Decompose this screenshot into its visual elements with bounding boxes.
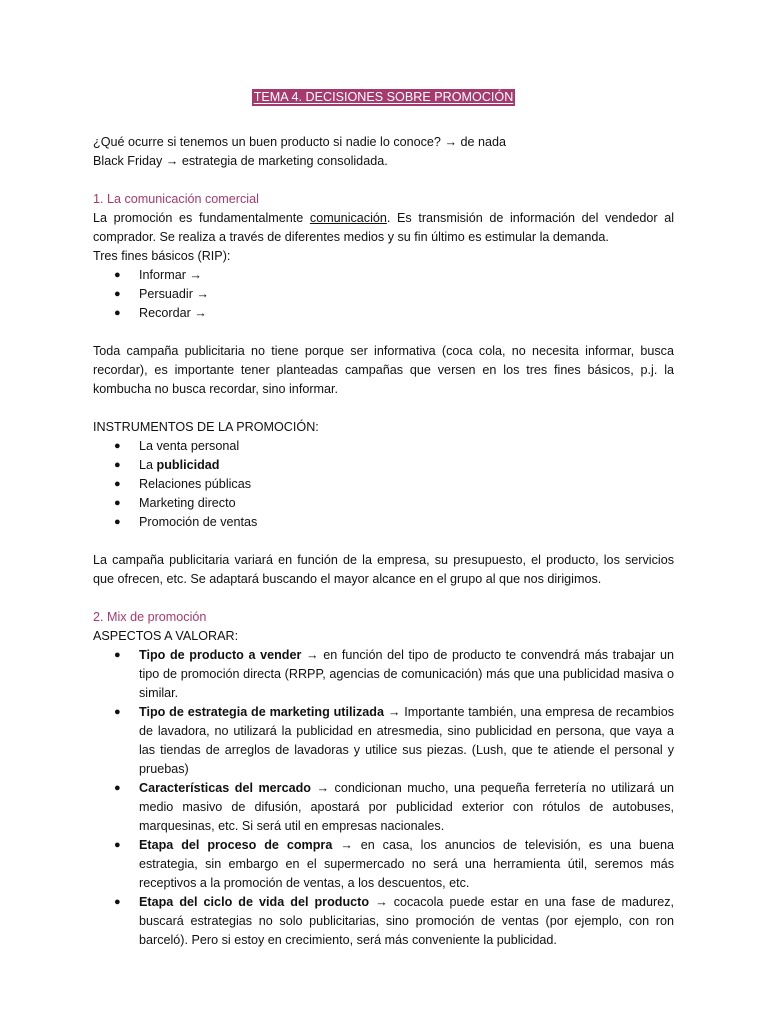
title-container <box>93 88 674 107</box>
list-item: ● Etapa del proceso de compra → en casa, los anuncios de televisión, es una buena estrategia, sin embargo en el supermercado no será una herramienta útil, seremos más receptivos a la promoción de ventas, a los descuentos, etc. <box>114 838 675 890</box>
list-item: ● Marketing directo <box>93 494 674 513</box>
list-item: ● La venta personal <box>93 437 674 456</box>
intro-line-1: ¿Qué ocurre si tenemos un buen producto si nadie lo conoce? → de nada <box>93 135 507 149</box>
bullet-icon: ● <box>114 839 121 851</box>
list-item: ● Recordar → <box>93 304 674 323</box>
section-2-heading: 2. Mix de promoción <box>93 610 207 624</box>
bullet-icon: ● <box>114 706 121 718</box>
list-item: ● Promoción de ventas <box>93 513 674 532</box>
bullet-icon: ● <box>114 516 121 528</box>
section-1-heading: 1. La comunicación comercial <box>93 192 259 206</box>
bullet-icon: ● <box>114 440 121 452</box>
section-1-paragraph-2: Toda campaña publicitaria no tiene porque ser informativa (coca cola, no necesita informar, busca recordar), es importante tener planteadas campañas que versen en los tres fines básicos, p.j. la kombucha no busca recordar, sino informar. <box>93 344 674 396</box>
bullet-icon: ● <box>114 459 121 471</box>
instrumentos-label: INSTRUMENTOS DE LA PROMOCIÓN: <box>93 420 319 434</box>
document-title: TEMA 4. DECISIONES SOBRE PROMOCIÓN <box>253 90 514 104</box>
bullet-icon: ● <box>114 649 121 661</box>
section-1-paragraph-3: La campaña publicitaria variará en función de la empresa, su presupuesto, el producto, los servicios que ofrecen, etc. Se adaptará buscando el mayor alcance en el grupo al que nos dirigimos. <box>93 553 674 586</box>
list-item: ● Persuadir → <box>93 285 674 304</box>
list-item: ● Relaciones públicas <box>93 475 674 494</box>
aspectos-label: ASPECTOS A VALORAR: <box>93 629 239 643</box>
aspectos-list <box>93 646 674 950</box>
bullet-icon: ● <box>114 497 121 509</box>
comunicacion-underlined-term: comunicación <box>309 211 387 225</box>
bullet-icon: ● <box>114 288 121 300</box>
bullet-icon: ● <box>114 896 121 908</box>
list-item: ● Características del mercado → condicionan mucho, una pequeña ferretería no utilizará un medio masivo de difusión, apostará por publicidad exterior con rótulos de autobuses, marquesinas, etc. Si será util en empresas nacionales. <box>114 781 674 833</box>
list-item: ● Informar → <box>93 266 674 285</box>
bullet-icon: ● <box>114 478 121 490</box>
list-item: ● Tipo de producto a vender → en función del tipo de producto te convendrá más trabajar un tipo de promoción directa (RRPP, agencias de comunicación) más que una publicidad masiva o similar. <box>114 648 674 700</box>
bullet-icon: ● <box>114 307 121 319</box>
intro-line-2: Black Friday → estrategia de marketing consolidada. <box>93 154 388 168</box>
section-1-paragraph-1: La promoción es fundamentalmente comunicación. Es transmisión de información del vendedor al comprador. Se realiza a través de diferentes medios y su fin último es estimular la demanda. <box>93 211 675 244</box>
list-item: ● La publicidad <box>93 456 674 475</box>
list-item: ● Etapa del ciclo de vida del producto → cocacola puede estar en una fase de madurez, buscará estrategias no solo publicitarias, sino promoción de ventas (por ejemplo, con ron barceló). Pero si estoy en crecimiento, será más conveniente la publicidad. <box>114 895 674 947</box>
fines-list <box>93 266 674 323</box>
fines-label: Tres fines básicos (RIP): <box>93 249 231 263</box>
bullet-icon: ● <box>114 269 121 281</box>
instrumentos-list <box>93 437 674 532</box>
bullet-icon: ● <box>114 782 121 794</box>
list-item: ● Tipo de estrategia de marketing utilizada → Importante también, una empresa de recambios de lavadora, no utilizará la publicidad en atresmedia, sino publicidad en persona, que vaya a las tiendas de arreglos de lavadoras y utilice sus piezas. (Lush, que te atiende el personal y pruebas) <box>114 705 675 776</box>
